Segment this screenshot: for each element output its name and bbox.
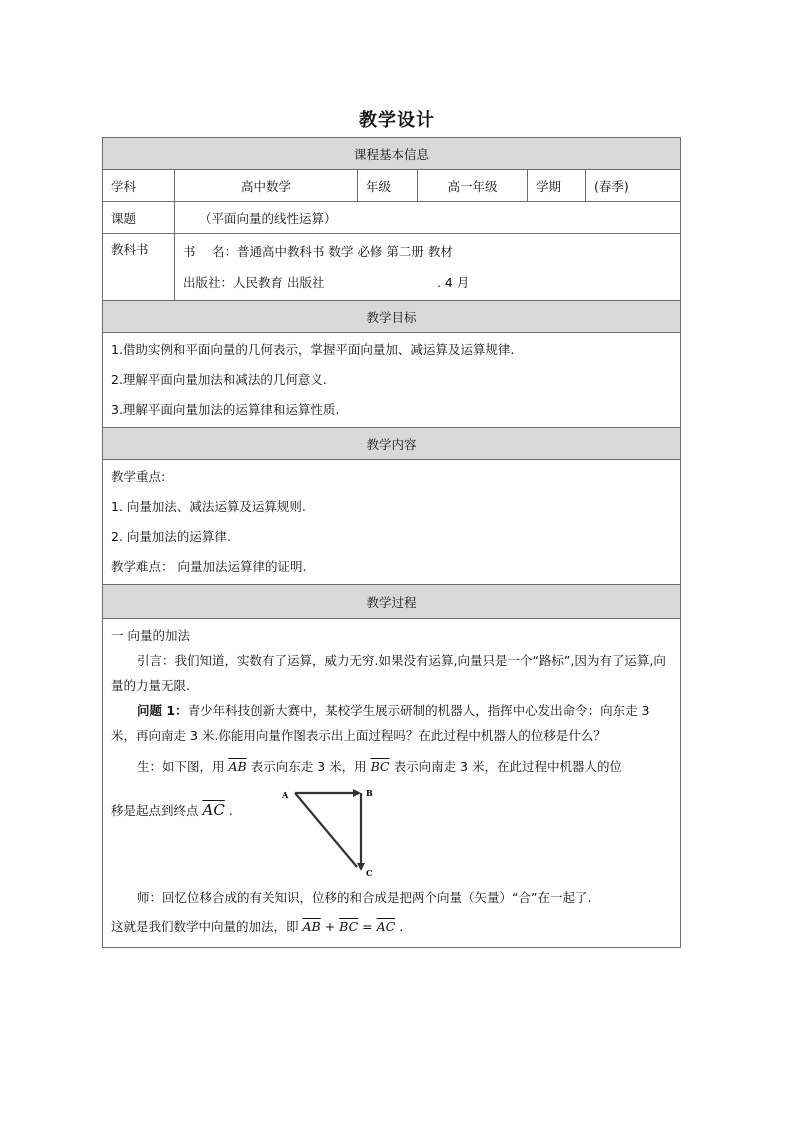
answer-text: 表示向东走 3 米，用 bbox=[250, 759, 367, 774]
book-name: 书 名：普通高中教科书 数学 必修 第二册 教材 bbox=[183, 244, 453, 259]
question-1 bbox=[111, 698, 672, 748]
equals-sign: = bbox=[362, 919, 373, 934]
plus-sign: + bbox=[324, 919, 336, 934]
answer-text: 移是起点到终点 bbox=[111, 803, 199, 818]
conclusion-text: 这就是我们数学中向量的加法，即 bbox=[111, 919, 299, 934]
teacher-remark: 师：回忆位移合成的有关知识，位移的和合成是把两个向量（矢量）“合”在一起了. bbox=[137, 890, 592, 905]
point-a-label: A bbox=[282, 790, 289, 800]
topic-label: 课题 bbox=[103, 202, 175, 234]
publisher: 出版社：人民教育 出版社 . 4 月 bbox=[183, 275, 470, 290]
arrowhead-c bbox=[357, 863, 365, 871]
process-heading: 一 向量的加法 bbox=[111, 628, 190, 643]
point-b-label: B bbox=[366, 788, 373, 798]
key-points-label: 教学重点: bbox=[111, 469, 166, 484]
key-point-item: 2. 向量加法的运算律. bbox=[111, 529, 231, 544]
key-point-item: 1. 向量加法、减法运算及运算规则. bbox=[111, 499, 306, 514]
student-answer bbox=[111, 754, 672, 779]
grade-value: 高一年级 bbox=[418, 170, 528, 202]
conclusion-end: . bbox=[399, 919, 404, 934]
answer-text: 生：如下图，用 bbox=[137, 759, 225, 774]
difficulty: 教学难点： 向量加法运算律的证明. bbox=[111, 559, 307, 574]
objective-item: 2.理解平面向量加法和减法的几何意义. bbox=[111, 372, 327, 387]
question-1-text: 青少年科技创新大赛中，某校学生展示研制的机器人，指挥中心发出命令：向东走 3 米，再向南走 3 米.你能用向量作图表示出上面过程吗？在此过程中机器人的位移是什么？ bbox=[111, 703, 650, 743]
answer-continuation bbox=[111, 801, 233, 819]
vector-triangle-diagram bbox=[271, 779, 391, 879]
figure-row bbox=[111, 779, 672, 879]
term-value: (春季) bbox=[586, 170, 681, 202]
vector-bc: $\overline{BC}$ bbox=[370, 759, 390, 774]
vector-ac: $\overline{AC}$ bbox=[202, 801, 225, 819]
lesson-table bbox=[102, 137, 681, 948]
vector-bc: $\overline{BC}$ bbox=[339, 919, 359, 934]
objective-item: 1.借助实例和平面向量的几何表示，掌握平面向量加、减运算及运算规律. bbox=[111, 342, 515, 357]
point-c-label: C bbox=[366, 868, 373, 878]
vector-ac-arrow bbox=[295, 793, 357, 867]
intro-paragraph: 引言：我们知道，实数有了运算，威力无穷.如果没有运算,向量只是一个“路标”,因为有了运算,向量的力量无限. bbox=[111, 653, 666, 693]
arrowhead-b bbox=[353, 789, 361, 797]
objective-item: 3.理解平面向量加法的运算律和运算性质. bbox=[111, 402, 340, 417]
grade-label: 年级 bbox=[358, 170, 418, 202]
question-1-label: 问题 1： bbox=[137, 703, 188, 718]
page-title: 教学设计 bbox=[359, 110, 435, 131]
subject-value: 高中数学 bbox=[175, 170, 358, 202]
teacher-conclusion bbox=[111, 914, 672, 939]
vector-ac: $\overline{AC}$ bbox=[376, 919, 396, 934]
section-process: 教学过程 bbox=[103, 585, 681, 619]
subject-label: 学科 bbox=[103, 170, 175, 202]
section-basic-info: 课程基本信息 bbox=[103, 138, 681, 170]
term-label: 学期 bbox=[528, 170, 586, 202]
answer-text: . bbox=[228, 803, 233, 818]
answer-text: 表示向南走 3 米，在此过程中机器人的位 bbox=[393, 759, 622, 774]
textbook-label: 教科书 bbox=[103, 234, 175, 301]
vector-ab: $\overline{AB}$ bbox=[228, 759, 247, 774]
section-objectives: 教学目标 bbox=[103, 301, 681, 333]
section-content: 教学内容 bbox=[103, 428, 681, 460]
vector-ab: $\overline{AB}$ bbox=[302, 919, 321, 934]
topic-value: （平面向量的线性运算） bbox=[175, 202, 681, 234]
